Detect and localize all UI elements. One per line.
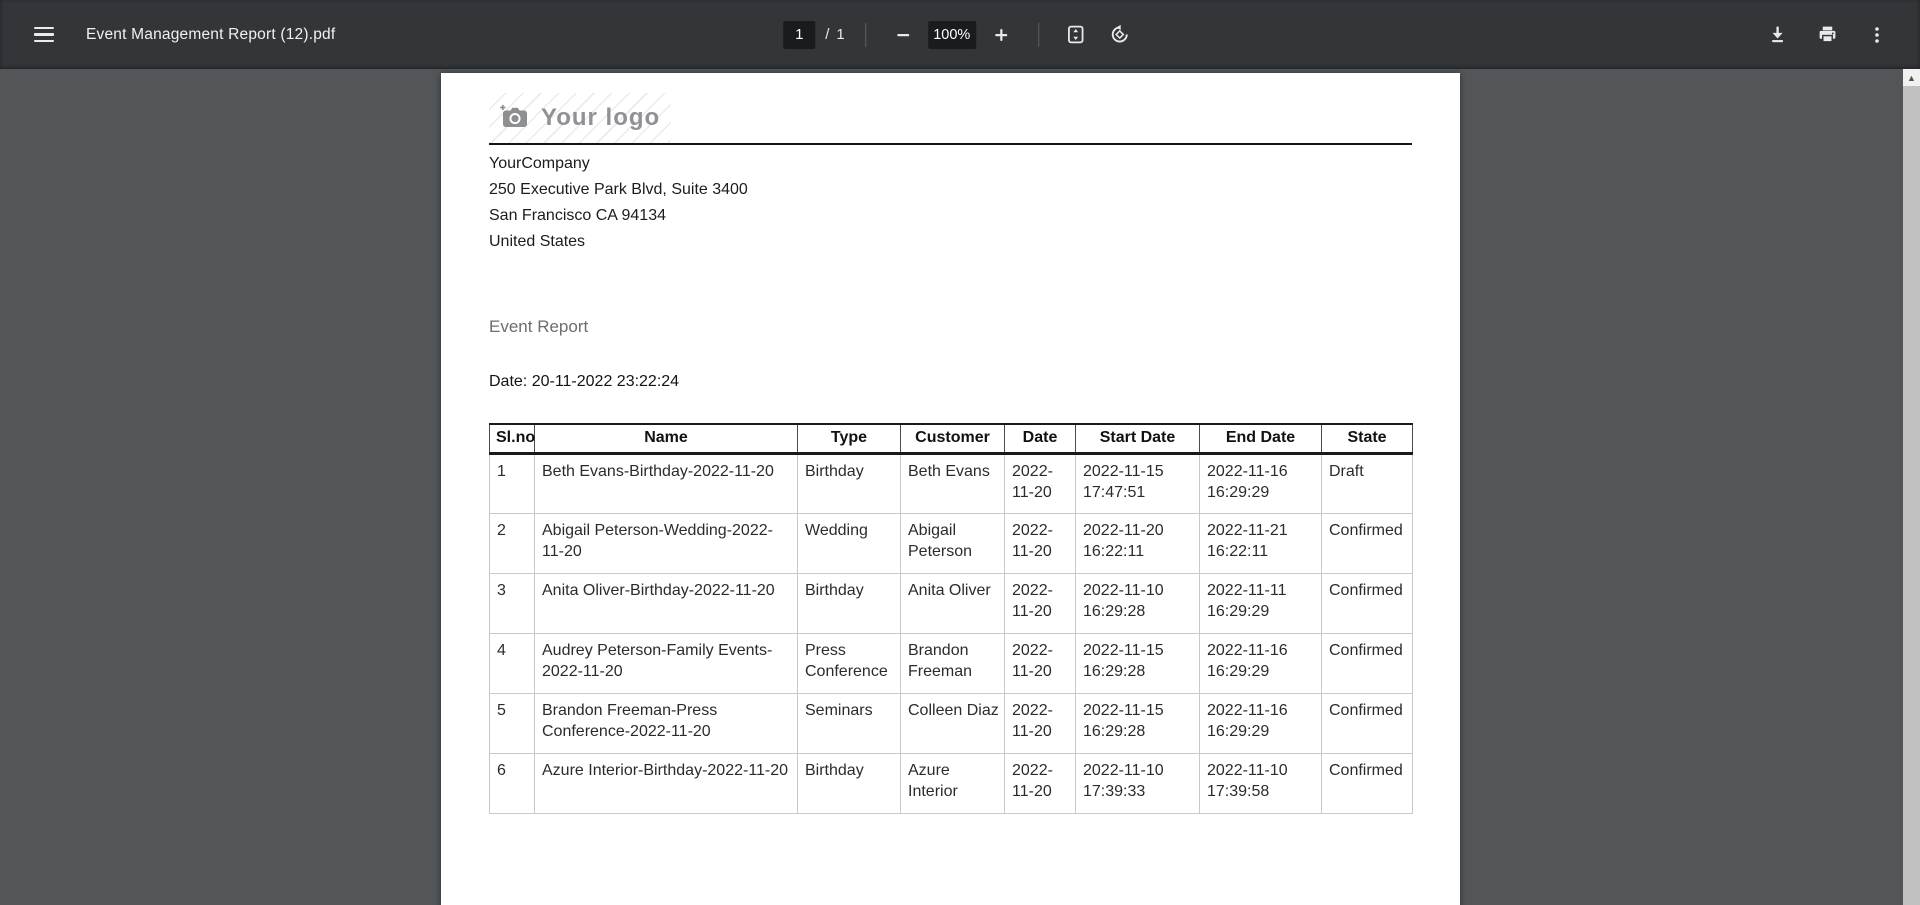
- table-cell: 2022-11-15 16:29:28: [1076, 693, 1200, 753]
- report-title: Event Report: [489, 317, 589, 336]
- table-row: [490, 573, 1413, 633]
- table-cell: Brandon Freeman: [901, 633, 1005, 693]
- table-row: [490, 633, 1413, 693]
- column-header: Sl.no: [490, 424, 535, 453]
- logo-placeholder-text: Your logo: [541, 104, 661, 131]
- table-row: [490, 453, 1413, 513]
- fit-to-page-icon[interactable]: [1059, 18, 1093, 52]
- table-cell: Confirmed: [1322, 633, 1413, 693]
- company-address-block: [489, 151, 1412, 255]
- table-cell: 2022-11-10 16:29:28: [1076, 573, 1200, 633]
- zoom-in-icon[interactable]: [984, 18, 1018, 52]
- company-name: YourCompany: [489, 155, 590, 172]
- download-icon[interactable]: [1760, 18, 1794, 52]
- events-table-header: [490, 424, 1413, 453]
- table-cell: Abigail Peterson: [901, 513, 1005, 573]
- table-cell: Colleen Diaz: [901, 693, 1005, 753]
- pdf-page: [441, 73, 1460, 905]
- table-cell: Press Conference: [798, 633, 901, 693]
- logo-placeholder: [489, 93, 671, 143]
- pdf-viewer-toolbar: [0, 0, 1920, 69]
- company-street: 250 Executive Park Blvd, Suite 3400: [489, 181, 748, 198]
- scrollbar-thumb[interactable]: [1903, 86, 1920, 905]
- table-row: [490, 753, 1413, 813]
- column-header: Customer: [901, 424, 1005, 453]
- table-row: [490, 693, 1413, 753]
- table-cell: Wedding: [798, 513, 901, 573]
- table-cell: Abigail Peterson-Wedding-2022-11-20: [535, 513, 798, 573]
- table-cell: 2: [490, 513, 535, 573]
- toolbar-divider: [865, 23, 866, 47]
- table-cell: 2022-11-20: [1005, 453, 1076, 513]
- more-options-icon[interactable]: [1860, 18, 1894, 52]
- table-cell: Seminars: [798, 693, 901, 753]
- table-cell: Confirmed: [1322, 753, 1413, 813]
- camera-icon: [499, 103, 530, 134]
- zoom-out-icon[interactable]: [886, 18, 920, 52]
- table-row: [490, 513, 1413, 573]
- table-cell: Birthday: [798, 573, 901, 633]
- table-cell: Confirmed: [1322, 693, 1413, 753]
- company-city: San Francisco CA 94134: [489, 207, 666, 224]
- table-cell: 2022-11-11 16:29:29: [1200, 573, 1322, 633]
- vertical-scrollbar[interactable]: [1903, 69, 1920, 905]
- table-cell: 5: [490, 693, 535, 753]
- page-total: 1: [836, 26, 845, 43]
- table-cell: Birthday: [798, 753, 901, 813]
- table-cell: 2022-11-20: [1005, 633, 1076, 693]
- zoom-level-display: 100%: [928, 21, 976, 49]
- column-header: End Date: [1200, 424, 1322, 453]
- table-cell: 4: [490, 633, 535, 693]
- column-header: Name: [535, 424, 798, 453]
- table-cell: 2022-11-21 16:22:11: [1200, 513, 1322, 573]
- column-header: Start Date: [1076, 424, 1200, 453]
- events-table: [489, 423, 1413, 814]
- table-cell: 2022-11-20: [1005, 513, 1076, 573]
- column-header: Type: [798, 424, 901, 453]
- report-date: Date: 20-11-2022 23:22:24: [489, 373, 680, 390]
- rotate-counterclockwise-icon[interactable]: [1103, 18, 1137, 52]
- column-header: State: [1322, 424, 1413, 453]
- table-cell: Anita Oliver-Birthday-2022-11-20: [535, 573, 798, 633]
- table-cell: 2022-11-10 17:39:33: [1076, 753, 1200, 813]
- table-cell: Confirmed: [1322, 513, 1413, 573]
- table-cell: Brandon Freeman-Press Conference-2022-11-20: [535, 693, 798, 753]
- column-header: Date: [1005, 424, 1076, 453]
- table-cell: Azure Interior: [901, 753, 1005, 813]
- table-cell: 2022-11-15 17:47:51: [1076, 453, 1200, 513]
- toolbar-divider: [1038, 23, 1039, 47]
- table-cell: 2022-11-16 16:29:29: [1200, 693, 1322, 753]
- pdf-canvas: [0, 69, 1920, 905]
- table-cell: 1: [490, 453, 535, 513]
- table-cell: 2022-11-16 16:29:29: [1200, 633, 1322, 693]
- table-cell: Beth Evans-Birthday-2022-11-20: [535, 453, 798, 513]
- table-cell: 2022-11-10 17:39:58: [1200, 753, 1322, 813]
- table-cell: 2022-11-20: [1005, 573, 1076, 633]
- document-title: Event Management Report (12).pdf: [86, 25, 336, 43]
- print-icon[interactable]: [1810, 18, 1844, 52]
- table-cell: 2022-11-16 16:29:29: [1200, 453, 1322, 513]
- table-cell: Beth Evans: [901, 453, 1005, 513]
- menu-icon[interactable]: [26, 17, 62, 53]
- table-cell: Azure Interior-Birthday-2022-11-20: [535, 753, 798, 813]
- table-cell: Audrey Peterson-Family Events-2022-11-20: [535, 633, 798, 693]
- table-cell: 6: [490, 753, 535, 813]
- table-cell: Confirmed: [1322, 573, 1413, 633]
- page-number-input[interactable]: [783, 21, 815, 49]
- company-country: United States: [489, 233, 586, 250]
- page-separator: /: [825, 26, 830, 43]
- header-rule: [489, 143, 1412, 145]
- table-cell: Anita Oliver: [901, 573, 1005, 633]
- table-cell: 2022-11-20: [1005, 753, 1076, 813]
- table-cell: 2022-11-20 16:22:11: [1076, 513, 1200, 573]
- table-cell: 2022-11-15 16:29:28: [1076, 633, 1200, 693]
- table-cell: 2022-11-20: [1005, 693, 1076, 753]
- table-cell: 3: [490, 573, 535, 633]
- table-cell: Birthday: [798, 453, 901, 513]
- scroll-up-icon[interactable]: ▲: [1907, 72, 1916, 83]
- table-cell: Draft: [1322, 453, 1413, 513]
